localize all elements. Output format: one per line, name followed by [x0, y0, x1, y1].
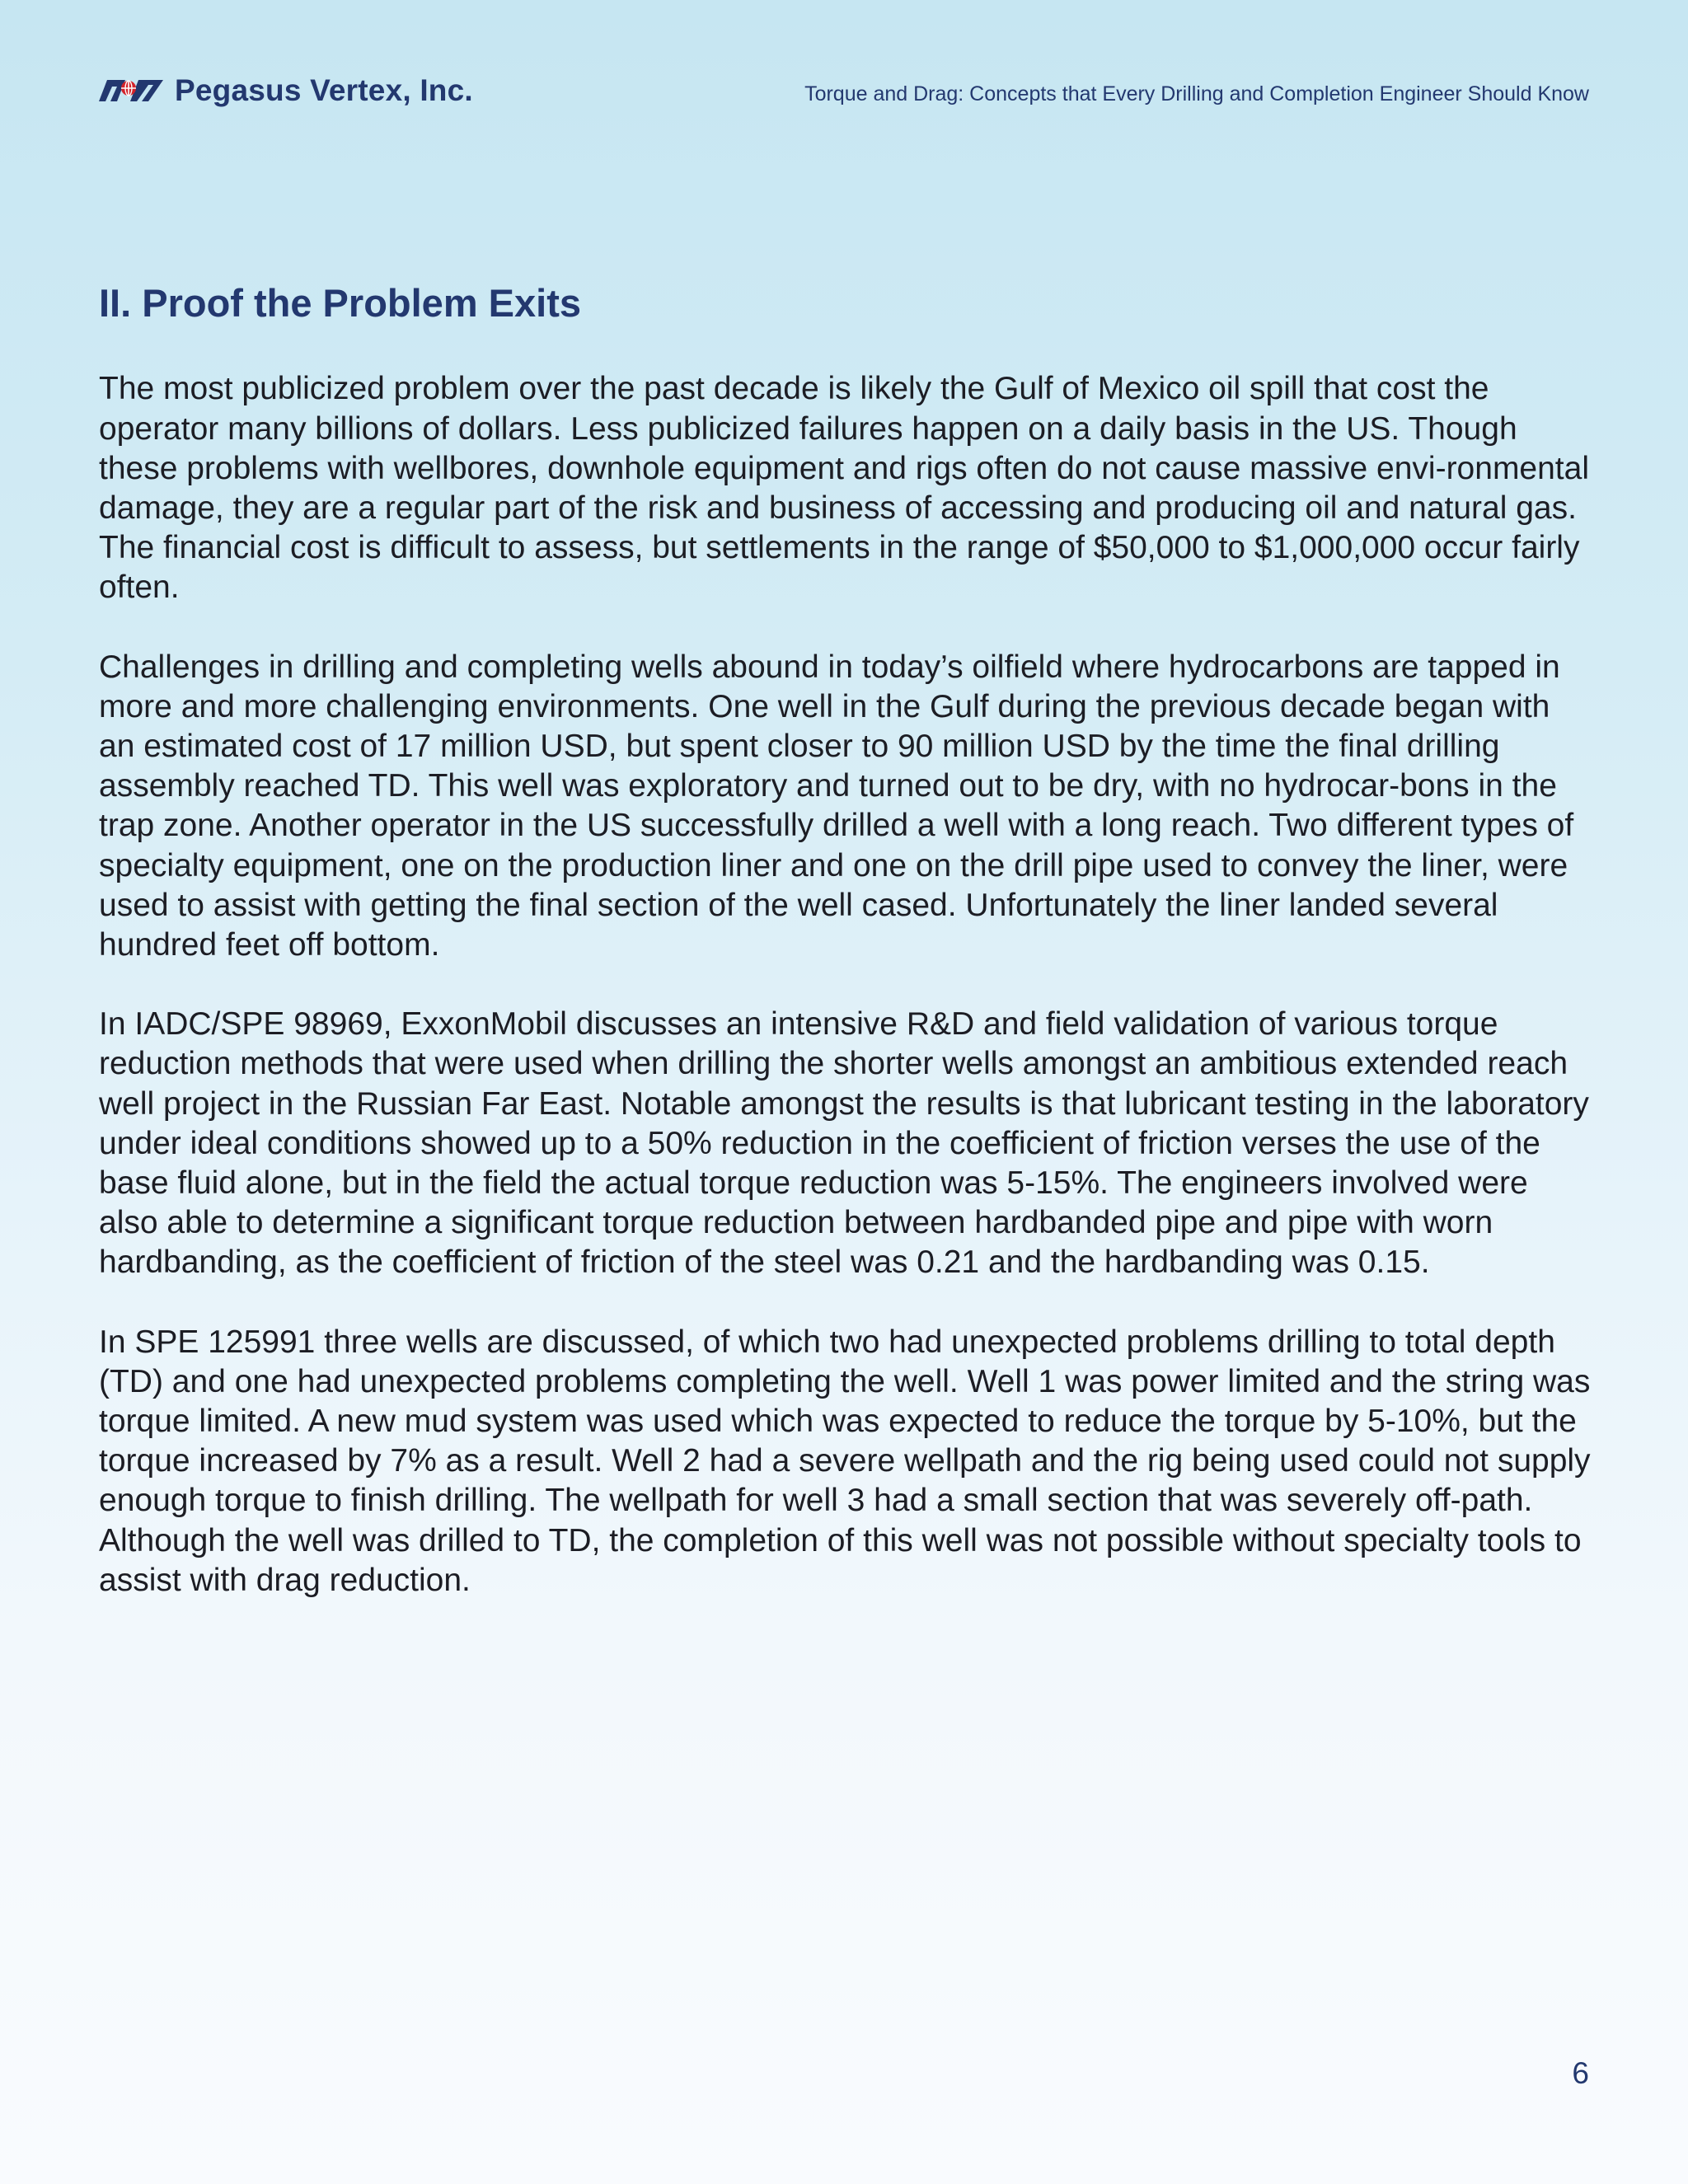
pegasus-vertex-logo-icon	[99, 77, 163, 105]
section-heading: II. Proof the Problem Exits	[99, 281, 581, 325]
paragraph-4: In SPE 125991 three wells are discussed, of which two had unexpected problems drilling to total depth (TD) and one had unexpected problems completing the well. Well 1 was power limited and the string was torque limited. A new mud system was used which was expected to reduce the torque by 5-10%, but the torque increased by 7% as a result. Well 2 had a severe wellpath and the rig being used could not supply enough torque to finish drilling. The wellpath for well 3 had a small section that was severely off-path. Although the well was drilled to TD, the completion of this well was not possible without specialty tools to assist with drag reduction.	[99, 1324, 1591, 1598]
page-header	[99, 69, 1589, 112]
document-title: Torque and Drag: Concepts that Every Drilling and Completion Engineer Should Know	[804, 82, 1589, 105]
main-content	[99, 280, 1591, 1640]
brand	[99, 73, 473, 108]
company-name: Pegasus Vertex, Inc.	[175, 73, 473, 107]
paragraph-1: The most publicized problem over the past decade is likely the Gulf of Mexico oil spill that cost the operator many billions of dollars. Less publicized failures happen on a daily basis in the US. Though these problems with wellbores, downhole equipment and rigs often do not cause massive envi-ronmental damage, they are a regular part of the risk and business of accessing and producing oil and natural gas. The financial cost is difficult to assess, but settlements in the range of $50,000 to $1,000,000 occur fairly often.	[99, 371, 1589, 606]
paragraph-2: Challenges in drilling and completing wells abound in today’s oilfield where hydrocarbons are tapped in more and more challenging environments. One well in the Gulf during the previous decade began with an estimated cost of 17 million USD, but spent closer to 90 million USD by the time the final drilling assembly reached TD. This well was exploratory and turned out to be dry, with no hydrocar-bons in the trap zone. Another operator in the US successfully drilled a well with a long reach. Two different types of specialty equipment, one on the production liner and one on the drill pipe used to convey the liner, were used to assist with getting the final section of the well cased. Unfortunately the liner landed several hundred feet off bottom.	[99, 649, 1574, 963]
paragraph-3: In IADC/SPE 98969, ExxonMobil discusses an intensive R&D and field validation of various torque reduction methods that were used when drilling the shorter wells amongst an ambitious extended reach well project in the Russian Far East. Notable amongst the results is that lubricant testing in the laboratory under ideal conditions showed up to a 50% reduction in the coefficient of friction verses the use of the base fluid alone, but in the field the actual torque reduction was 5-15%. The engineers involved were also able to determine a significant torque reduction between hardbanded pipe and pipe with worn hardbanding, as the coefficient of friction of the steel was 0.21 and the hardbanding was 0.15.	[99, 1006, 1589, 1281]
page-number: 6	[1572, 2056, 1589, 2090]
